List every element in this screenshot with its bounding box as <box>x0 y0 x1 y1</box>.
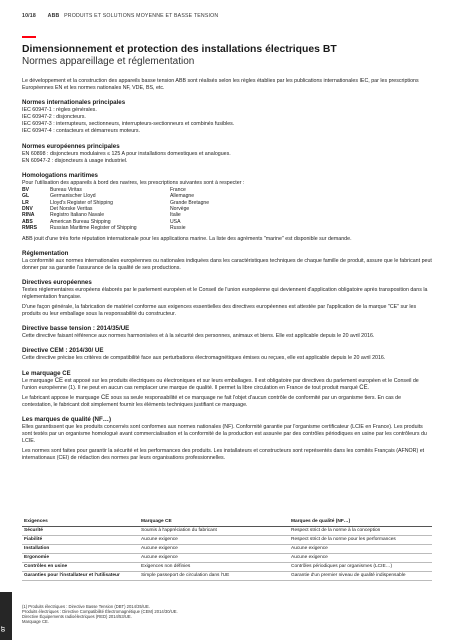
table-cell: Aucune exigence <box>289 544 432 553</box>
table-row <box>22 535 432 544</box>
euro-line: EN 60898 : disjoncteurs modulaires ≤ 125 A pour installations domestiques et analogues. <box>22 150 231 157</box>
marine-name: Bureau Viritas <box>50 186 82 193</box>
table-cell: Aucune exigence <box>289 553 432 562</box>
ce-heading <box>22 370 432 378</box>
footnote: (1) Produits électriques : Directive Basse Tension (DBT) 2014/35/UE. <box>22 604 150 609</box>
regl-text: La conformité aux normes internationales européennes ou nationales indiquées dans les caractéristiques techniques de chaque famille de produit, assure que le fabricant peut donner par sa garantie l'assurance de la qualité de ses productions. <box>22 257 432 271</box>
quality-heading: Les marques de qualité (NF…) <box>22 415 112 423</box>
marine-code: LR <box>22 199 29 206</box>
table-row <box>22 544 432 553</box>
bt-text: Cette directive faisant référence aux normes harmonisées et à la sécurité des personnes, animaux et biens. Elle est applicable depuis le 20 avril 2016. <box>22 333 375 340</box>
quality-text: Les normes sont faites pour garantir la sécurité et les performances des produits. Les installateurs et constructeurs sont représentés dans les comités Français (AFNOR) et internationaux (CEI) de rédaction des normes par leurs organisations professionnelles. <box>22 448 425 462</box>
cem-text: Cette directive précise les critères de compatibilité face aux perturbations électromagnétiques émises ou reçues, elle est applicable depuis le 20 avril 2016. <box>22 355 386 362</box>
marine-country: Allemagne <box>170 193 195 200</box>
ce-mark-icon: CE <box>359 384 368 391</box>
directives-text: D'une façon générale, la fabrication de matériel conforme aux exigences essentielles des directives européennes est attestée par l'application de la marque "CE" sur les produits ou leur emballage sous la responsabilité du constructeur. <box>22 304 417 318</box>
bt-heading: Directive basse tension : 2014/35/UE <box>22 325 130 333</box>
table-cell: Aucune exigence <box>139 544 289 553</box>
ce-text-part: sous sa seule responsabilité et ce marquage ne fait l'objet d'aucun contrôle de conformité par un organisme tiers. En cas de contestation, le fabricant doit simplement fournir les éléments techniques justifiant ce marquage. <box>22 394 402 408</box>
marine-intro: Pour l'utilisation des appareils à bord des navires, les prescriptions suivantes sont à respecter : <box>22 179 245 186</box>
page-subtitle: Normes appareillage et réglementation <box>22 56 195 67</box>
ce-mark-icon: CE <box>62 370 71 377</box>
marine-name: Lloyd's Register of Shipping <box>50 199 113 206</box>
footnote: Produits électriques : Directive Compatibilité Électromagnétique (CEM) 2014/30/UE. <box>22 609 178 614</box>
marine-name: Registro Italiano Navale <box>50 212 105 219</box>
table-cell: Contrôles en usine <box>22 562 139 571</box>
marine-code: GL <box>22 193 30 200</box>
table-cell: Respect strict de la norme pour les performances <box>289 535 432 544</box>
ce-mark-icon: CE <box>54 377 64 384</box>
marine-country: France <box>170 186 186 193</box>
table-cell: Aucune exigence <box>139 553 289 562</box>
marine-code: ABS <box>22 218 33 225</box>
table-header: Exigences <box>22 518 139 526</box>
euro-line: EN 60947-2 : disjoncteurs à usage industriel. <box>22 157 128 164</box>
page-title: Dimensionnement et protection des installations électriques BT <box>22 44 337 55</box>
ce-text-part: Le fabricant appose le marquage <box>22 394 100 401</box>
marine-name: Russian Maritime Register of Shipping <box>50 225 137 232</box>
page-header <box>22 13 218 19</box>
ce-text-part: Le marquage <box>22 377 54 384</box>
directives-text: Textes réglementaires européens élaborés par le parlement européen et le Conseil de l'union européenne qui deviennent d'application obligatoire après transposition dans la réglementation française. <box>22 286 428 301</box>
footnote: Marquage CE. <box>22 619 49 624</box>
marine-country: Italie <box>170 212 181 219</box>
marine-code: DNV <box>22 206 33 213</box>
table-cell: Garantie d'un premier niveau de qualité indispensable <box>289 571 432 580</box>
marine-country: Norvège <box>170 206 190 213</box>
marine-country: Russie <box>170 225 186 232</box>
table-row <box>22 571 432 580</box>
marine-code: BV <box>22 186 30 193</box>
ce-mark-icon: CE <box>100 394 110 401</box>
marine-country: Grande Bretagne <box>170 199 210 206</box>
footnote: Directive Équipements radioélectriques (RED) 2014/53/UE. <box>22 614 132 619</box>
comparison-table <box>22 518 432 581</box>
marine-heading: Homologations maritimes <box>22 171 98 179</box>
intl-line: IEC 60947-2 : disjoncteurs. <box>22 114 86 121</box>
table-header: Marques de qualité (NF…) <box>289 518 432 526</box>
accent-bar <box>22 36 36 38</box>
intl-line: IEC 60947-4 : contacteurs et démarreurs moteurs. <box>22 128 141 135</box>
table-row <box>22 526 432 535</box>
brand-name: ABB <box>47 13 60 19</box>
intro-text: Le développement et la construction des appareils basse tension ABB sont réalisés selon les règles établies par les publications internationales IEC, par les prescriptions Européennes EN et les normes nationales NF, VDE, BS, etc. <box>22 78 419 92</box>
ce-text-part: est apposé sur les produits électriques ou électroniques et sur leurs emballages. Il est obligatoire par directives du parlement européen et le Conseil de l'union européenne (1). Il ne peut en aucun cas remplacer une marque de qualité. Il permet la libre circulation en France de tout produit marqué <box>22 377 419 391</box>
marine-list <box>22 187 432 232</box>
table-cell: Garanties pour l'installateur et l'utilisateur <box>22 571 139 580</box>
quality-text: Elles garantissent que les produits concernés sont conformes aux normes nationales (NF). Conformité garantie par l'organisme certificateur (LCIE en France). Les produits sont testés par un organisme homologué avant commercialisation et la conformité de la production est assurée par des contrôles périodiques en usine par les contrôleurs du LCIE. <box>22 423 427 445</box>
table-cell: Contrôles périodiques par organismes (LCIE…) <box>289 562 432 571</box>
table-cell: Simple passeport de circulation dans l'UE <box>139 571 289 580</box>
directives-heading: Directives européennes <box>22 278 92 286</box>
table-header: Marquage CE <box>139 518 289 526</box>
table-cell: Exigences non définies <box>139 562 289 571</box>
chapter-number: 07 <box>0 626 7 632</box>
euro-heading: Normes européennes principales <box>22 142 120 150</box>
marine-name: Germanischer Lloyd <box>50 193 96 200</box>
marine-note: ABB jouit d'une très forte réputation internationale pour les applications marine. La liste des agréments "marine" est disponible sur demande. <box>22 235 352 242</box>
table-cell: Fiabilité <box>22 535 139 544</box>
main-content <box>22 44 432 462</box>
ce-heading-text: Le marquage <box>22 369 61 377</box>
table-cell: Installation <box>22 544 139 553</box>
intl-heading: Normes internationales principales <box>22 99 126 107</box>
table-cell: Respect strict de la norme à la conception <box>289 526 432 535</box>
chapter-tab <box>0 592 12 640</box>
ce-text <box>22 395 432 409</box>
table-row <box>22 553 432 562</box>
section-title: PRODUITS ET SOLUTIONS MOYENNE ET BASSE TENSION <box>64 13 219 19</box>
table-row <box>22 562 432 571</box>
footnotes <box>22 604 432 624</box>
marine-code: RMRS <box>22 225 37 232</box>
cem-heading: Directive CEM : 2014/30/ UE <box>22 347 104 355</box>
marine-name: American Bureau Shipping <box>50 218 111 225</box>
regl-heading: Réglementation <box>22 249 69 257</box>
table-cell: Aucune exigence <box>139 535 289 544</box>
marine-country: USA <box>170 218 181 225</box>
marine-name: Det Norske Veritas <box>50 206 93 213</box>
page-number: 10/18 <box>22 13 36 19</box>
table-cell: Soumis à l'appréciation du fabricant <box>139 526 289 535</box>
table-cell: Sécurité <box>22 526 139 535</box>
intl-line: IEC 60947-1 : règles générales. <box>22 107 97 114</box>
table-cell: Ergonomie <box>22 553 139 562</box>
intl-line: IEC 60947-3 : interrupteurs, sectionneurs, interrupteurs-sectionneurs et combinés fusibles. <box>22 121 235 128</box>
marine-code: RINA <box>22 212 35 219</box>
ce-text: Le marquage CE est apposé sur les produits électriques ou électroniques et sur leurs emballages. Il est obligatoire par directives du parlement européen et le Conseil de l'union européenne (1). Il ne peut en aucun cas remplacer une marque de qualité. Il permet la libre circulation en France de tout produit marqué CE. <box>22 377 419 391</box>
table-header-row <box>22 518 432 526</box>
